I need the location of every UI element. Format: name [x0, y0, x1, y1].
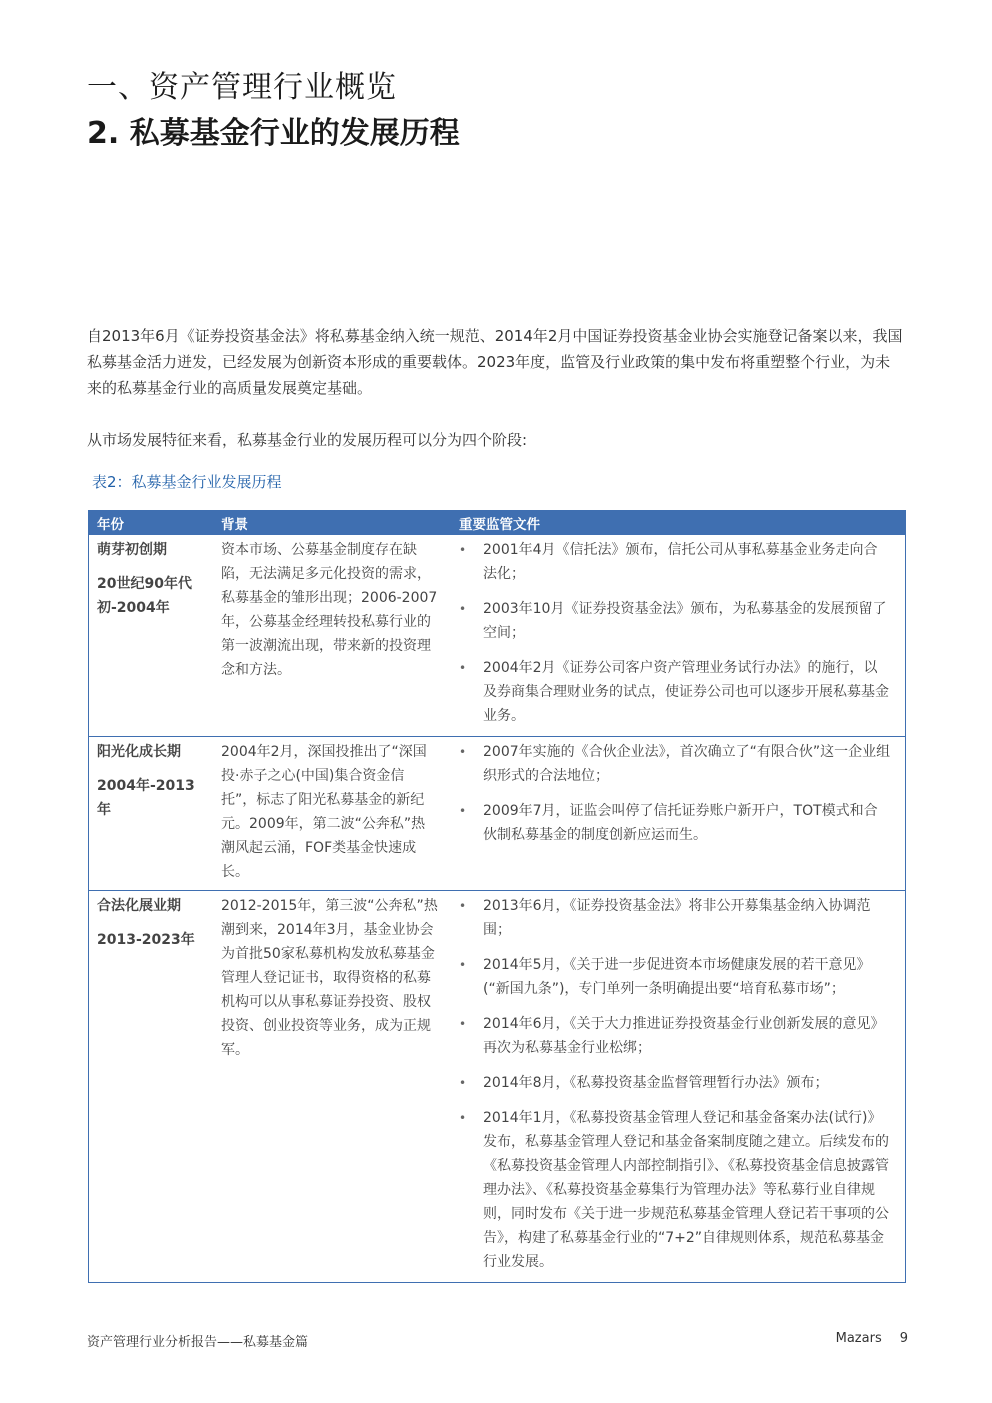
bullet-icon: •	[459, 543, 467, 557]
list-item	[459, 538, 897, 586]
section-title: 一、资产管理行业概览	[87, 70, 397, 105]
footer-brand	[836, 1331, 908, 1346]
background-cell	[213, 737, 451, 891]
stage-period: 2004年-2013年	[97, 778, 195, 818]
background-cell	[213, 535, 451, 737]
header-regulations: 重要监管文件	[451, 511, 905, 535]
docs-list	[459, 538, 897, 728]
list-item	[459, 1106, 897, 1274]
table-row	[89, 891, 905, 1283]
header-background: 背景	[213, 511, 451, 535]
stage-cell	[89, 891, 213, 1283]
bullet-icon: •	[459, 1076, 467, 1090]
background-text: 2004年2月，深国投推出了“深国投·赤子之心(中国)集合资金信托”，标志了阳光私募基金的新纪元。2009年，第二波“公奔私”热潮风起云涌，FOF类基金快速成长。	[221, 744, 427, 880]
docs-cell	[451, 535, 905, 737]
doc-text: 2009年7月，证监会叫停了信托证券账户新开户，TOT模式和合伙制私募基金的制度创新应运而生。	[483, 803, 878, 843]
bullet-icon: •	[459, 745, 467, 759]
footer-report-title: 资产管理行业分析报告——私募基金篇	[87, 1335, 309, 1350]
docs-cell	[451, 737, 905, 891]
docs-cell	[451, 891, 905, 1283]
table-header-row	[89, 511, 905, 535]
development-history-table	[88, 510, 906, 1283]
bullet-icon: •	[459, 661, 467, 675]
stage-period: 2013-2023年	[97, 932, 195, 948]
bullet-icon: •	[459, 1017, 467, 1031]
table-caption: 表2：私募基金行业发展历程	[92, 473, 282, 491]
doc-text: 2013年6月，《证券投资基金法》将非公开募集基金纳入协调范围；	[483, 898, 871, 938]
doc-text: 2001年4月《信托法》颁布，信托公司从事私募基金业务走向合法化；	[483, 542, 878, 582]
background-text: 2012-2015年，第三波“公奔私”热潮到来，2014年3月，基金业协会为首批50家私募机构发放私募基金管理人登记证书，取得资格的私募机构可以从事私募证券投资、股权投资、创业投资等业务，成为正规军。	[221, 898, 438, 1058]
doc-text: 2014年5月，《关于进一步促进资本市场健康发展的若干意见》(“新国九条”)，专门单列一条明确提出要“培育私募市场”；	[483, 957, 871, 997]
list-item	[459, 740, 897, 788]
bullet-icon: •	[459, 602, 467, 616]
list-item	[459, 656, 897, 728]
stage-name: 合法化展业期	[97, 898, 181, 914]
stage-cell	[89, 535, 213, 737]
list-item	[459, 953, 897, 1001]
header-year: 年份	[89, 511, 213, 535]
intro-paragraph: 自2013年6月《证券投资基金法》将私募基金纳入统一规范、2014年2月中国证券投资基金业协会实施登记备案以来，我国私募基金活力迸发，已经发展为创新资本形成的重要载体。2023年度，监管及行业政策的集中发布将重塑整个行业，为未来的私募基金行业的高质量发展奠定基础。	[87, 327, 903, 397]
docs-list	[459, 894, 897, 1274]
doc-text: 2004年2月《证券公司客户资产管理业务试行办法》的施行，以及券商集合理财业务的试点，使证券公司也可以逐步开展私募基金业务。	[483, 660, 889, 724]
doc-text: 2007年实施的《合伙企业法》，首次确立了“有限合伙”这一企业组织形式的合法地位；	[483, 744, 891, 784]
stage-period: 20世纪90年代初-2004年	[97, 576, 192, 616]
doc-text: 2014年6月，《关于大力推进证券投资基金行业创新发展的意见》再次为私募基金行业松绑；	[483, 1016, 885, 1056]
list-item	[459, 1012, 897, 1060]
stage-name: 阳光化成长期	[97, 744, 181, 760]
stage-intro-paragraph: 从市场发展特征来看，私募基金行业的发展历程可以分为四个阶段:	[87, 431, 528, 449]
list-item	[459, 597, 897, 645]
doc-text: 2014年1月，《私募投资基金管理人登记和基金备案办法(试行)》发布，私募基金管理人登记和基金备案制度随之建立。后续发布的《私募投资基金管理人内部控制指引》、《私募投资基金信息披露管理办法》、《私募投资基金募集行为管理办法》等私募行业自律规则，同时发布《关于进一步规范私募基金管理人登记若干事项的公告》，构建了私募基金行业的“7+2”自律规则体系，规范私募基金行业发展。	[483, 1110, 889, 1270]
list-item	[459, 1071, 897, 1095]
bullet-icon: •	[459, 1111, 467, 1125]
page-title: 2. 私募基金行业的发展历程	[87, 116, 460, 151]
bullet-icon: •	[459, 899, 467, 913]
bullet-icon: •	[459, 958, 467, 972]
history-table	[89, 511, 905, 1282]
page-number: 9	[899, 1331, 908, 1346]
list-item	[459, 799, 897, 847]
stage-name: 萌芽初创期	[97, 542, 167, 558]
background-cell	[213, 891, 451, 1283]
brand-name: Mazars	[835, 1331, 882, 1346]
table-row	[89, 737, 905, 891]
bullet-icon: •	[459, 804, 467, 818]
doc-text: 2014年8月，《私募投资基金监督管理暂行办法》颁布；	[483, 1075, 829, 1091]
docs-list	[459, 740, 897, 847]
background-text: 资本市场、公募基金制度存在缺陷，无法满足多元化投资的需求，私募基金的雏形出现；2006-2007年，公募基金经理转投私募行业的第一波潮流出现，带来新的投资理念和方法。	[221, 542, 438, 678]
stage-cell	[89, 737, 213, 891]
doc-text: 2003年10月《证券投资基金法》颁布，为私募基金的发展预留了空间；	[483, 601, 887, 641]
list-item	[459, 894, 897, 942]
table-row	[89, 535, 905, 737]
